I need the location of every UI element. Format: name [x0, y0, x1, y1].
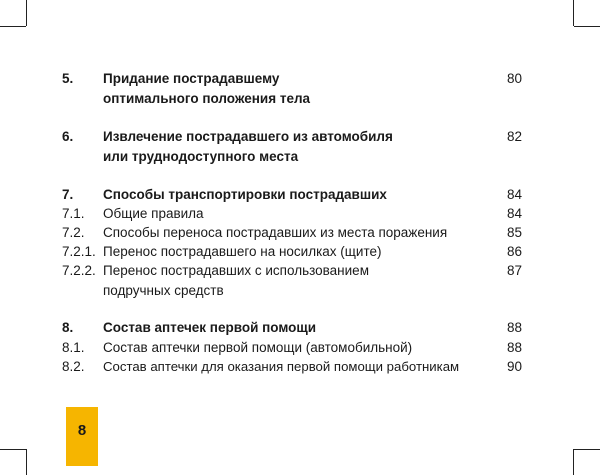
toc-title: Извлечение пострадавшего из автомобиля или труднодоступного места — [103, 129, 393, 164]
toc-title: Перенос пострадавшего на носилках (щите) — [103, 244, 382, 259]
toc-page-number: 85 — [506, 225, 522, 240]
toc-page-number: 86 — [506, 244, 522, 259]
toc-title: Способы переноса пострадавших из места поражения — [103, 225, 448, 240]
toc-title: Перенос пострадавших с использованием подручных средств — [103, 263, 369, 298]
toc-number: 7.2.1. — [62, 244, 96, 259]
toc-page-number: 90 — [506, 359, 522, 374]
toc-title: Состав аптечки для оказания первой помощи работникам — [103, 359, 460, 374]
toc-page-number: 80 — [506, 71, 522, 86]
toc-number: 8.2. — [62, 359, 85, 374]
toc-number: 8. — [62, 320, 74, 335]
toc-title: Общие правила — [103, 206, 204, 221]
page-number: 8 — [77, 422, 87, 439]
toc-number: 6. — [62, 129, 74, 144]
toc-page-number: 84 — [506, 206, 522, 221]
toc-title: Состав аптечки первой помощи (автомобильной) — [103, 340, 413, 355]
toc-number: 7.1. — [62, 206, 85, 221]
toc-number: 5. — [62, 71, 74, 86]
toc-page-number: 87 — [506, 263, 522, 278]
toc-number: 7. — [62, 187, 74, 202]
page-number-badge — [66, 407, 98, 466]
toc-page-number: 84 — [506, 187, 522, 202]
toc-number: 7.2. — [62, 225, 85, 240]
toc-number: 8.1. — [62, 340, 85, 355]
toc-title: Придание пострадавшему оптимального положения тела — [103, 71, 311, 106]
toc-page-number: 88 — [506, 320, 522, 335]
toc-page-number: 82 — [506, 129, 522, 144]
toc-title: Состав аптечек первой помощи — [103, 320, 317, 335]
toc-title: Способы транспортировки пострадавших — [103, 187, 387, 202]
toc-number: 7.2.2. — [62, 263, 96, 278]
toc-page-number: 88 — [506, 340, 522, 355]
